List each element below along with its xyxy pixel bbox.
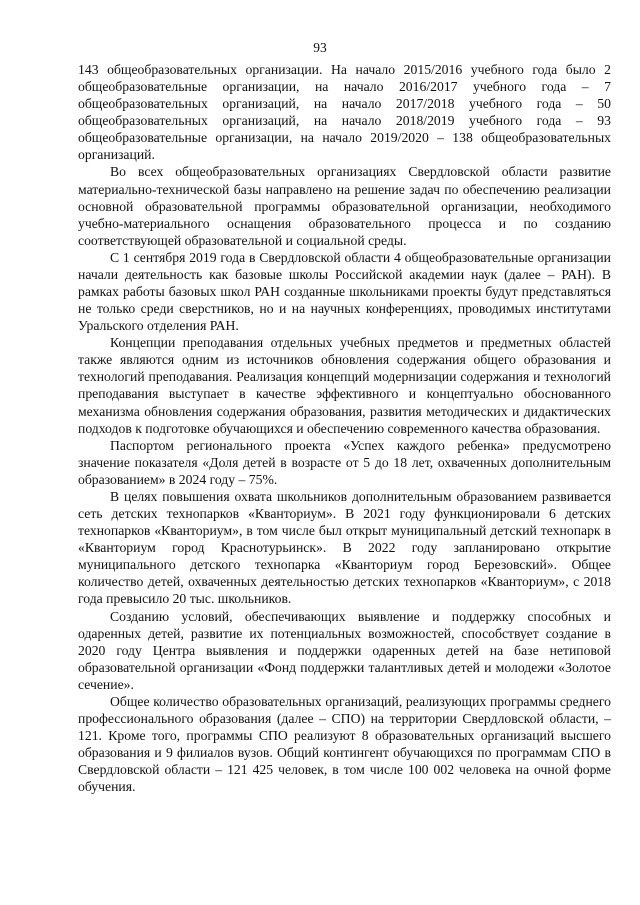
paragraph-kvantorium: В целях повышения охвата школьников дополнительным образованием развивается сеть детских технопарков «Кванториум». В 2021 году функционировали 6 детских технопарков «Кванториум», в том числе был открыт муниципальный детский технопарк в «Кванториум город Краснотурьинск». В 2022 году запланировано открытие муниципального детского технопарка «Кванториум город Березовский». Общее количество детей, охваченных деятельностью детских технопарков «Кванториум», с 2018 года превысило 20 тыс. школьников. bbox=[78, 488, 611, 607]
paragraph-regional-project: Паспортом регионального проекта «Успех каждого ребенка» предусмотрено значение показателя «Доля детей в возрасте от 5 до 18 лет, охваченных дополнительным образованием» в 2024 году – 75%. bbox=[78, 437, 611, 487]
document-body bbox=[78, 61, 611, 795]
paragraph-ran-schools: С 1 сентября 2019 года в Свердловской области 4 общеобразовательные организации начали деятельность как базовые школы Российской академии наук (далее – РАН). В рамках работы базовых школ РАН созданные школьниками проекты будут представляться не только среди сверстников, но и на научных конференциях, проводимых институтами Уральского отделения РАН. bbox=[78, 249, 611, 334]
paragraph-spo: Общее количество образовательных организаций, реализующих программы среднего профессионального образования (далее – СПО) на территории Свердловской области, – 121. Кроме того, программы СПО реализуют 8 образовательных организаций высшего образования и 9 филиалов вузов. Общий контингент обучающихся по программам СПО в Свердловской области – 121 425 человек, в том числе 100 002 человека на очной форме обучения. bbox=[78, 693, 611, 795]
paragraph-gifted-children: Созданию условий, обеспечивающих выявление и поддержку способных и одаренных детей, развитие их потенциальных возможностей, способствует создание в 2020 году Центра выявления и поддержки одаренных детей на базе нетиповой образовательной организации «Фонд поддержки талантливых детей и молодежи «Золотое сечение». bbox=[78, 608, 611, 692]
paragraph-continuation: 143 общеобразовательных организации. На начало 2015/2016 учебного года было 2 общеобразовательные организации, на начало 2016/2017 учебного года – 7 общеобразовательных организаций, на начало 2017/2018 учебного года – 50 общеобразовательных организаций, на начало 2018/2019 учебного года – 93 общеобразовательные организации, на начало 2019/2020 – 138 общеобразовательных организаций. bbox=[78, 62, 611, 163]
paragraph-material-base: Во всех общеобразовательных организациях Свердловской области развитие материально-технической базы направлено на решение задач по обеспечению реализации основной образовательной программы образовательной организации, необходимого учебно-материального оснащения образовательного процесса и по созданию соответствующей образовательной и социальной среды. bbox=[78, 164, 611, 248]
page-number: 93 bbox=[313, 40, 327, 55]
paragraph-teaching-concepts: Концепции преподавания отдельных учебных предметов и предметных областей также являются одним из источников обновления содержания общего образования и технологий преподавания. Реализация концепций модернизации содержания и технологий преподавания выступает в качестве эффективного и концептуально обоснованного механизма обновления содержания образования, развития методических и дидактических подходов к подготовке обучающихся и обеспечению современного качества образования. bbox=[78, 335, 611, 436]
